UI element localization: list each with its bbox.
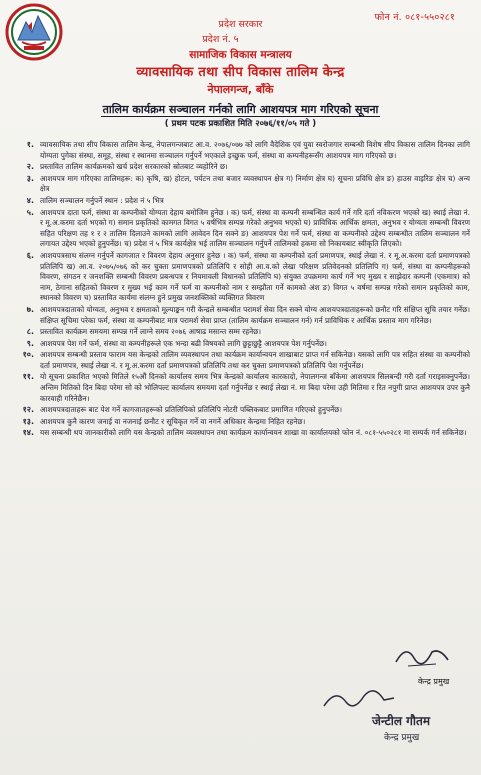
signature-mark [392,640,452,670]
signature-label: केन्द्र प्रमुख [418,677,450,686]
list-item: २. प्रस्तावित तालिम कार्यक्रमको खर्च प्रदेश सरकारको स्रोतबाट व्यहोरिने छ। [26,162,228,172]
header-line-location: नेपालगन्ज, बाँके [207,83,274,96]
list-item: १३. आशयपत्र कुनै कारण जनाई वा नजनाई छनौट र सूचिकृत गर्ने वा नगर्ने अधिकार केन्द्रमा निहित रहनेछ। [22,416,306,426]
list-item: ९. आशयपत्र पेश गर्ने फर्म, संस्था वा कम्पनीहरूले एक भन्दा बढी विषयको लागि छुट्टाछुट्टै आशयपत्र पेश गर्नुपर्नेछ। [26,338,327,348]
list-item: ६. आशयपत्रसाथ संलग्न गर्नुपर्ने कागजात र विवरण देहाय अनुसार हुनेछ । क) फर्म, संस्था वा कम्पनीको दर्ता प्रमाणपत्र, स्थाई लेखा नं. र मू.अ.करमा दर्ता प्रमाणपत्रको प्रतिलिपि ख) आ.व. २०७५/०७६ को कर चुक्ता प्रमाणपत्रको प्रतिलिपि र सोही आ.व.को लेखा परिक्षण प्रतिवेदनको प्रतिलिपि ग) फर्म, संस्था वा कम्पनीहरूको विवरण, संगठन र जनशक्ति सम्बन्धी विवरण प्रबन्धपत्र र नियमावली विधानको प्रतिलिपि घ) संयुक्त उपक्रममा कार्य गर्ने भए मुख्य र साझेदार कम्पनी (एकमात्र) को नाम, ठेगाना सहितको विवरण र मुख्य भई काम गर्ने फर्म वा कम्पनीको नाम र सम्झौता गर्ने कामको अंश ङ) विगत ५ वर्षमा सम्पन्न गरेको समान प्रकृतिको काम, स्थानको विवरण च) प्रस्तावित कार्यमा संलग्न हुने प्रमुख जनशक्तिको व्यक्तिगत विवरण [26,250,470,303]
header-line-ministry: सामाजिक विकास मन्त्रालय [189,49,292,61]
list-item: १२. आशयपत्रदाताहरू बाट पेश गर्ने कागजातहरूको प्रतिलिपिको प्रतिलिपि नोटरी पब्लिकबाट प्रमाणित गरिएको हुनुपर्नेछ। [22,405,343,415]
header-line-province: प्रदेश नं. ५ [202,34,239,45]
list-item: १. व्यावसायिक तथा सीप विकास तालिम केन्द्र, नेपालगन्जबाट आ.व. २०७६/०७७ को लागि वैदेशिक एवं युवा स्वरोजगार सम्बन्धी विशेष सीप विकास तालिम दिनका लागि योग्यता पुगेका संस्था, समूह, संस्था र स्थानमा सञ्चालन गर्नुपर्ने भएकाले इच्छुक फर्म, संस्था वा कम्पनीहरूसँग आशयपत्र माग गरिएको छ। [26,140,470,160]
signatory-role: केन्द्र प्रमुख [384,733,420,743]
header-line-centre: व्यावसायिक तथा सीप विकास तालिम केन्द्र [136,65,345,80]
list-item: ४. तालिम सञ्चालन गर्नुपर्ने स्थान : प्रदेश नं ५ भित्र [26,195,164,205]
list-item: ५. आशयपत्र दाता फर्म, संस्था वा कम्पनीको योग्यता देहाय बमोजिम हुनेछ । क) फर्म, संस्था वा कम्पनी सम्बन्धित कार्य गर्ने गरि दर्ता नविकरण भएको ख) स्थाई लेखा नं. र मू.अ.करमा दर्ता भएको ग) समान प्रकृतिको कामगत विगत ५ वर्षभित्र सम्पन्न गरेको अनुभव भएको घ) प्राविधिक आर्थिक क्षमता, अनुभव र योग्यता सम्बन्धी विवरण सहित परिक्षण तह १ र २ तालिम दिलाउने कामको लागि आवेदन दिन सक्ने ङ) आशयपत्र पेश गर्ने फर्म, संस्था वा कम्पनीको उद्देश्य सम्बन्धीत तालिम सञ्चालन गर्ने लगायत उद्देश्य भएको हुनुपर्नेछ। च) प्रदेश नं ५ भित्र कार्यक्षेत्र भई तालिम सञ्चालन गर्नुपर्ने तालिमको हकमा सो निकायबाट स्वीकृति लिएको। [26,207,470,249]
list-item: १०. आशयपत्र सम्बन्धी प्रस्ताव फाराम यस केन्द्रको तालिम व्यवस्थापन तथा कार्यक्रम कार्यान्वयन शाखाबाट प्राप्त गर्न सकिनेछ। यसको लागि पत्र सहित संस्था वा कम्पनीको दर्ता प्रमाणपत्र, स्थाई लेखा नं. र मू.अ.करमा दर्ता प्रमाणपत्रको प्रतिलिपि तथा कर चुक्ता प्रमाणपत्रको प्रतिलिपि पेश गर्नुपर्नेछ। [22,350,470,370]
phone-number: फोन नं. ०८१-५५०२८१ [374,12,455,23]
signatory-name: जेन्टील गौतम [372,714,431,728]
list-item: ८. प्रस्तावित कार्यक्रम समयमा सम्पन्न गर्ने लाग्ने समय २०७६ आषाढ मसान्त सम्म रहनेछ। [26,327,262,337]
list-item: ३. आशयपत्र माग गरिएका तालिमहरू: क) कृषि, ख) होटल, पर्यटन तथा बजार व्यवस्थापन क्षेत्र ग) निर्माण क्षेत्र घ) सूचना प्रविधि क्षेत्र ङ) हाउस वाइरिङ क्षेत्र च) अन्य क्षेत्र [26,173,470,194]
list-item: १४. यस सम्बन्धी थप जानकारीको लागि यस केन्द्रको तालिम व्यवस्थापन तथा कार्यक्रम कार्यान्वयन शाखा वा कार्यालयको फोन नं. ०८१-५५०२८१ मा सम्पर्क गर्न सकिनेछ। [22,428,467,438]
list-item: ११. यो सूचना प्रकाशित भएको मितिले १५औं दिनको कार्यालय समय भित्र केन्द्रको कार्यालय कारकादो, नेपालगन्ज बाँकेमा आशयपत्र सिलबन्दी गरी दर्ता गराइसक्नुपर्नेछ। अन्तिम मितिको दिन बिदा परेमा सो को भोलिपल्ट कार्यालय समयमा दर्ता गर्नुपर्नेछ र स्थाई लेखा नं. मा बिदा परेमा उही मितिमा र रित नपुगी प्राप्त आशयपत्र उपर कुनै कारवाही गरिनेछैन। [22,372,470,403]
notice-body [10,140,470,660]
notice-title: तालिम कार्यक्रम सञ्चालन गर्नको लागि आशयपत्र माग गरिएको सूचना [102,103,379,116]
notice-subtitle: ( प्रथम पटक प्रकाशित मिति २०७६/११/०५ गते ) [164,119,317,129]
header-line-government: प्रदेश सरकार [218,19,263,30]
list-item: ७. आशयपत्रदाताको योग्यता, अनुभव र क्षमताको मूल्याङ्कन गरी केन्द्रले सम्बन्धीत परामर्श सेवा दिन सक्ने योग्य आशयपत्रदाताहरूको छनौट गरि संक्षिप्त सूचि तयार गर्नेछ। संक्षिप्त सूचिमा परेका फर्म, संस्था वा कम्पनीबाट मात्र परामर्श सेवा प्राप्त (तालिम कार्यक्रम सञ्चालन गर्न) गर्न प्राविधिक र आर्थिक प्रस्ताव माग गरिनेछ। [26,304,470,325]
